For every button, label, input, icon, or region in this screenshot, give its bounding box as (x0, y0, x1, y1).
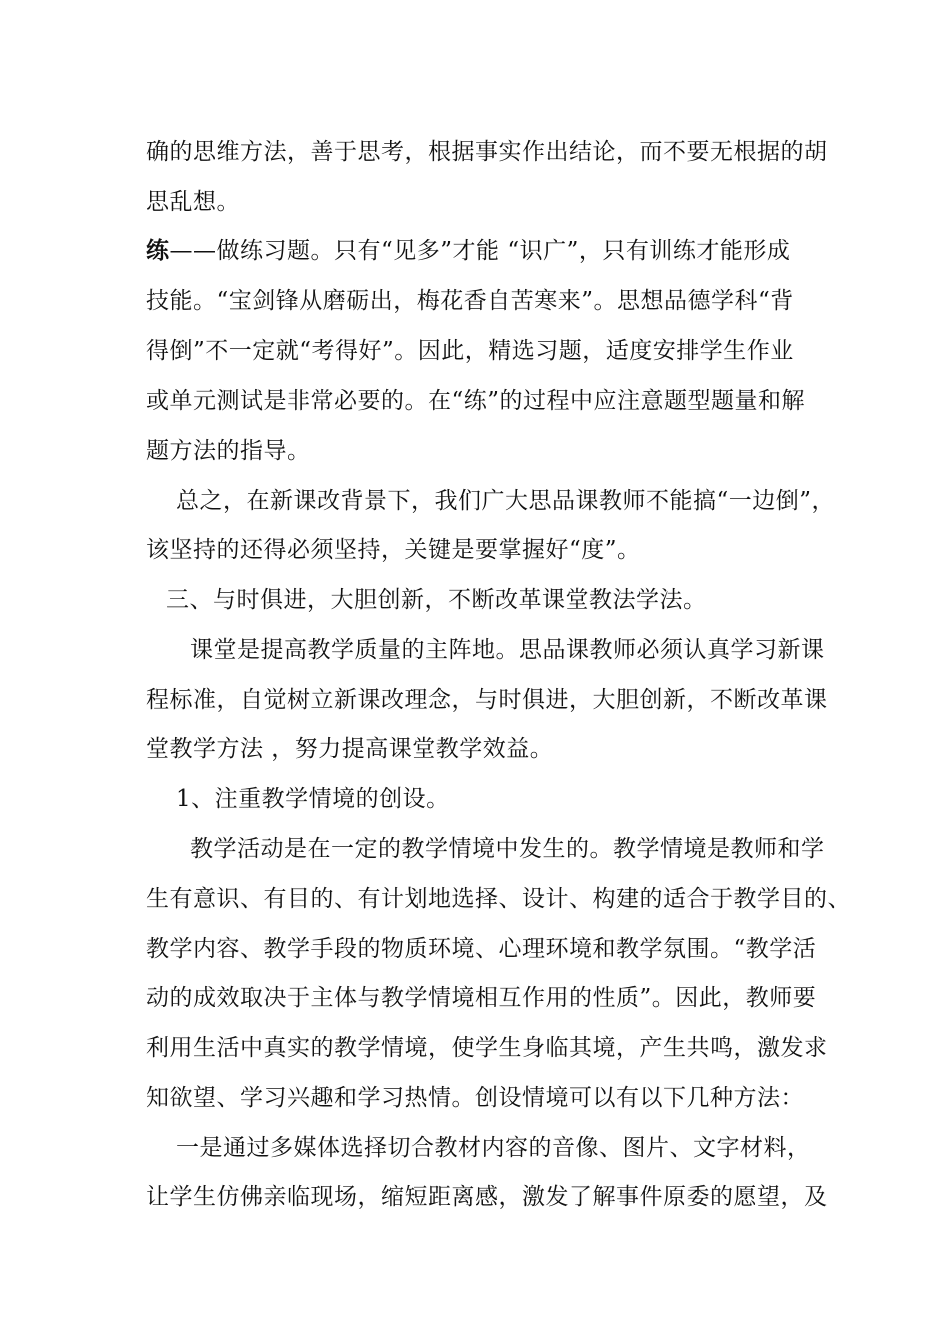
paragraph-5-line-4: 动的成效取决于主体与教学情境相互作用的性质”。因此，教师要 (146, 985, 817, 1011)
paragraph-2-line-2: 技能。“宝剑锋从磨砺出，梅花香自苦寒来”。思想品德学科“背 (146, 288, 794, 314)
paragraph-5-line-6: 知欲望、学习兴趣和学习热情。创设情境可以有以下几种方法： (146, 1085, 804, 1111)
section-heading-3: 三、与时俱进，大胆创新，不断改革课堂教法学法。 (166, 587, 707, 613)
paragraph-3-line-2: 该坚持的还得必须坚持，关键是要掌握好“度”。 (146, 537, 641, 563)
paragraph-2-line-1 (146, 236, 836, 266)
paragraph-2-line-5: 题方法的指导。 (146, 438, 311, 464)
paragraph-1-line-2: 思乱想。 (146, 189, 240, 215)
paragraph-6-line-2: 让学生仿佛亲临现场，缩短距离感，激发了解事件原委的愿望，及 (146, 1184, 828, 1210)
paragraph-5-line-5: 利用生活中真实的教学情境，使学生身临其境，产生共鸣，激发求 (146, 1035, 828, 1061)
paragraph-2-line-4: 或单元测试是非常必要的。在“练”的过程中应注意题型题量和解 (146, 388, 806, 414)
paragraph-5-line-1: 教学活动是在一定的教学情境中发生的。教学情境是教师和学 (190, 836, 825, 862)
paragraph-2-line-3: 得倒”不一定就“考得好”。因此，精选习题，适度安排学生作业 (146, 338, 794, 364)
subsection-heading-1: 1、注重教学情境的创设。 (176, 786, 450, 812)
paragraph-1-line-1: 确的思维方法，善于思考，根据事实作出结论，而不要无根据的胡 (146, 139, 828, 165)
paragraph-2-lead-word: 练 (146, 237, 170, 264)
paragraph-4-line-1: 课堂是提高教学质量的主阵地。思品课教师必须认真学习新课 (190, 637, 825, 663)
paragraph-6-line-1: 一是通过多媒体选择切合教材内容的音像、图片、文字材料， (176, 1135, 811, 1161)
paragraph-4-line-3: 堂教学方法 ，努力提高课堂教学效益。 (146, 736, 554, 762)
paragraph-2-line-1-text: ——做练习题。只有“见多”才能 “识广”，只有训练才能形成 (169, 238, 791, 264)
paragraph-5-line-3: 教学内容、教学手段的物质环境、心理环境和教学氛围。“教学活 (146, 936, 817, 962)
paragraph-5-line-2: 生有意识、有目的、有计划地选择、设计、构建的适合于教学目的、 (146, 886, 851, 912)
paragraph-4-line-2: 程标准，自觉树立新课改理念，与时俱进，大胆创新，不断改革课 (146, 687, 828, 713)
paragraph-3-line-1: 总之，在新课改背景下，我们广大思品课教师不能搞“一边倒”， (176, 488, 836, 514)
